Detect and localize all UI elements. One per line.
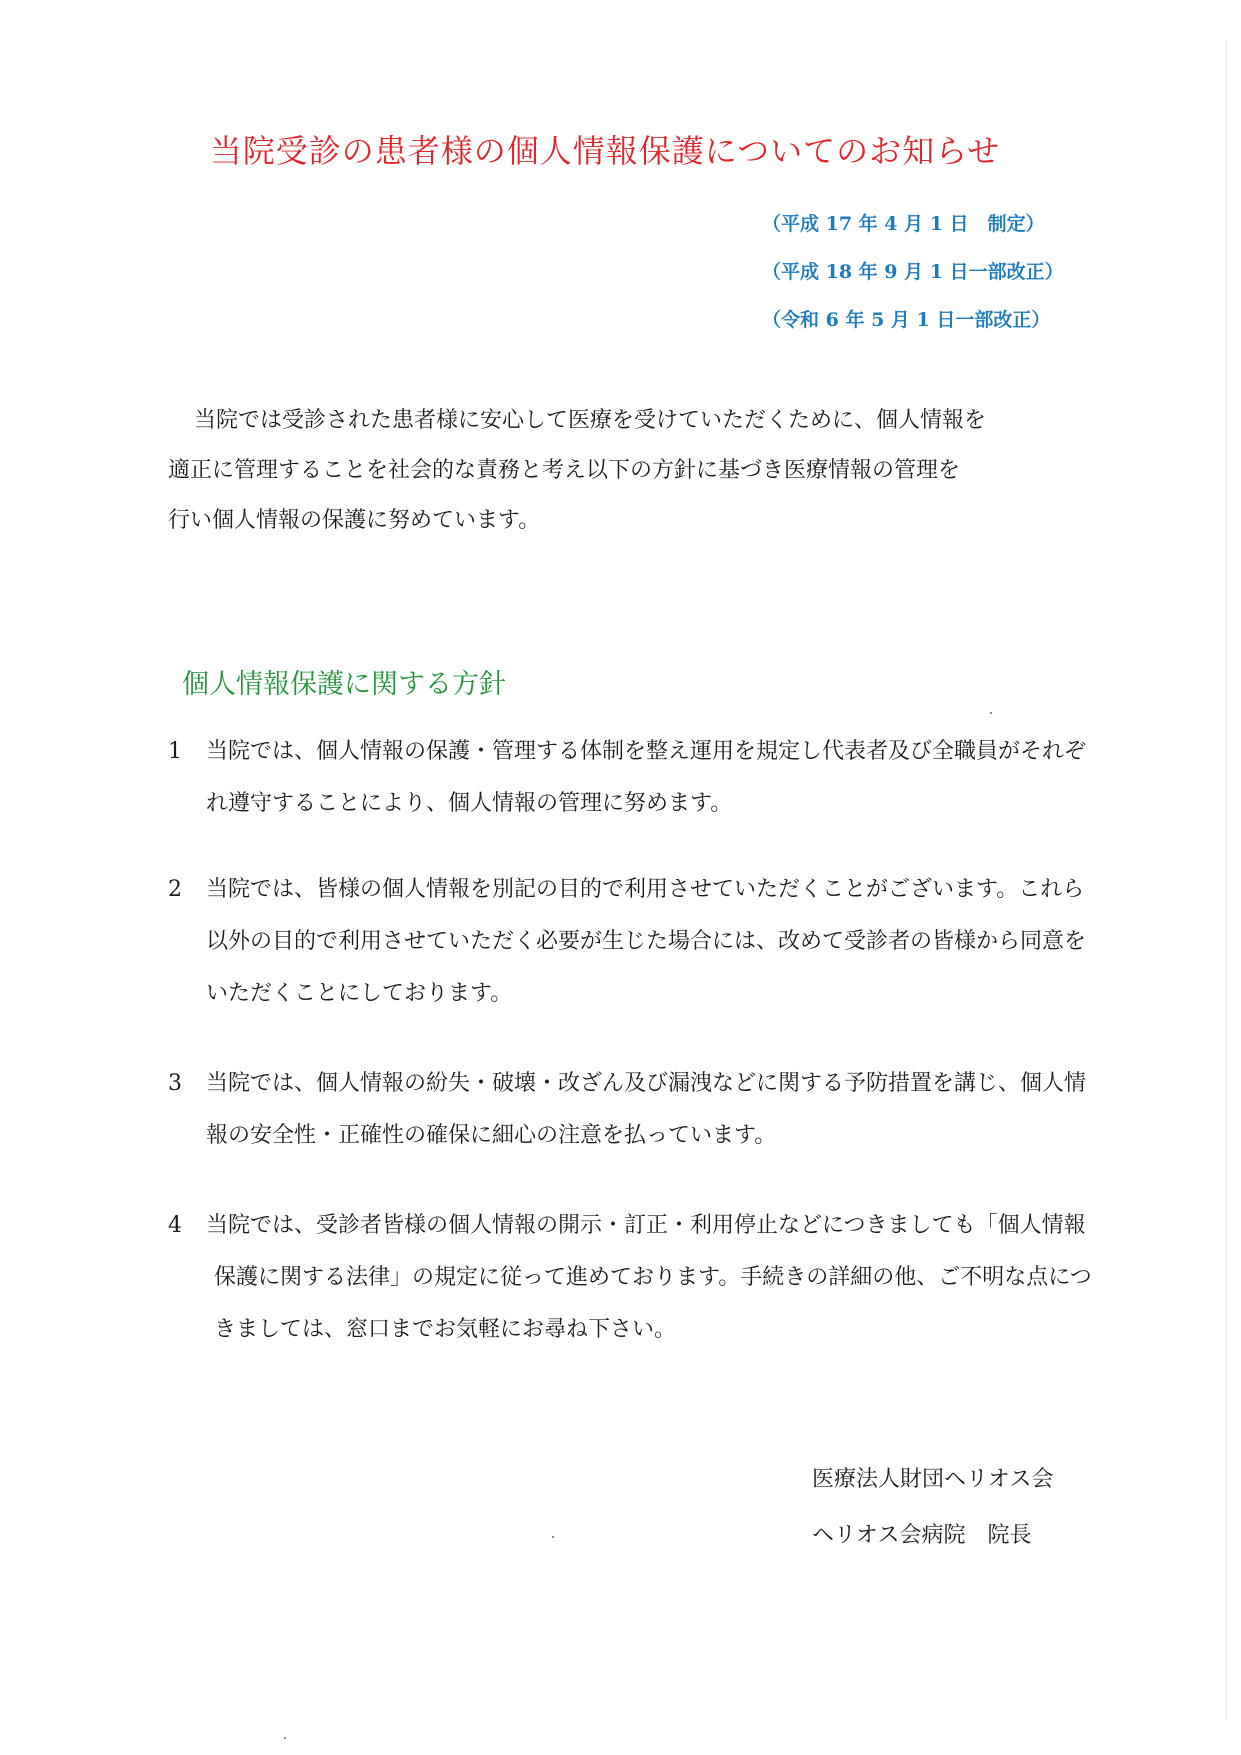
- intro-line: 適正に管理することを社会的な責務と考え以下の方針に基づき医療情報の管理を: [168, 458, 961, 483]
- policy-item-line: 当院では、個人情報の保護・管理する体制を整え運用を規定し代表者及び全職員がそれぞ: [206, 739, 1087, 764]
- policy-item-text: [206, 864, 1130, 1020]
- signature-position: ヘリオス会病院 院長: [812, 1523, 1032, 1548]
- signature-organization: 医療法人財団ヘリオス会: [812, 1467, 1054, 1492]
- revision-dates: [762, 208, 1064, 352]
- intro-line: 当院では受診された患者様に安心して医療を受けていただくために、個人情報を: [194, 408, 987, 433]
- intro-paragraph: [168, 396, 1068, 546]
- policy-item-number: 2: [168, 877, 182, 902]
- date-established: （平成 17 年 4 月 1 日 制定）: [762, 213, 1045, 235]
- scan-speck: [552, 1536, 554, 1538]
- policy-item-line: いただくことにしております。: [206, 981, 513, 1006]
- document-title: 当院受診の患者様の個人情報保護についてのお知らせ: [209, 132, 1001, 170]
- policy-item-line: 以外の目的で利用させていただく必要が生じた場合には、改めて受診者の皆様から同意を: [206, 929, 1087, 954]
- intro-line: 行い個人情報の保護に努めています。: [168, 508, 541, 533]
- date-revision-1: （平成 18 年 9 月 1 日一部改正）: [762, 261, 1064, 283]
- policy-item-line: きましては、窓口までお気軽にお尋ね下さい。: [214, 1317, 677, 1342]
- policy-item-line: 当院では、個人情報の紛失・破壊・改ざん及び漏洩などに関する予防措置を講じ、個人情: [206, 1071, 1087, 1096]
- policy-item-text: [206, 1058, 1130, 1162]
- scan-speck: [284, 1737, 286, 1739]
- policy-item-line: 報の安全性・正確性の確保に細心の注意を払っています。: [206, 1123, 777, 1148]
- policy-item-line: 当院では、受診者皆様の個人情報の開示・訂正・利用停止などにつきましても「個人情報: [206, 1213, 1086, 1238]
- signature-block: [812, 1452, 1054, 1564]
- policy-item-number: 3: [168, 1071, 182, 1096]
- date-revision-2: （令和 6 年 5 月 1 日一部改正）: [762, 309, 1051, 331]
- scan-speck: [990, 712, 992, 714]
- policy-item-line: 保護に関する法律」の規定に従って進めております。手続きの詳細の他、ご不明な点につ: [214, 1265, 1092, 1290]
- scan-edge-line: [1226, 40, 1227, 1720]
- policy-item-number: 1: [168, 739, 182, 764]
- policy-heading: 個人情報保護に関する方針: [182, 669, 506, 700]
- policy-item-text: [206, 1200, 1130, 1356]
- policy-item-number: 4: [168, 1213, 182, 1238]
- policy-item-line: れ遵守することにより、個人情報の管理に努めます。: [206, 791, 733, 816]
- policy-item-line: 当院では、皆様の個人情報を別記の目的で利用させていただくことがございます。これら: [206, 877, 1085, 902]
- policy-item-text: [206, 726, 1130, 830]
